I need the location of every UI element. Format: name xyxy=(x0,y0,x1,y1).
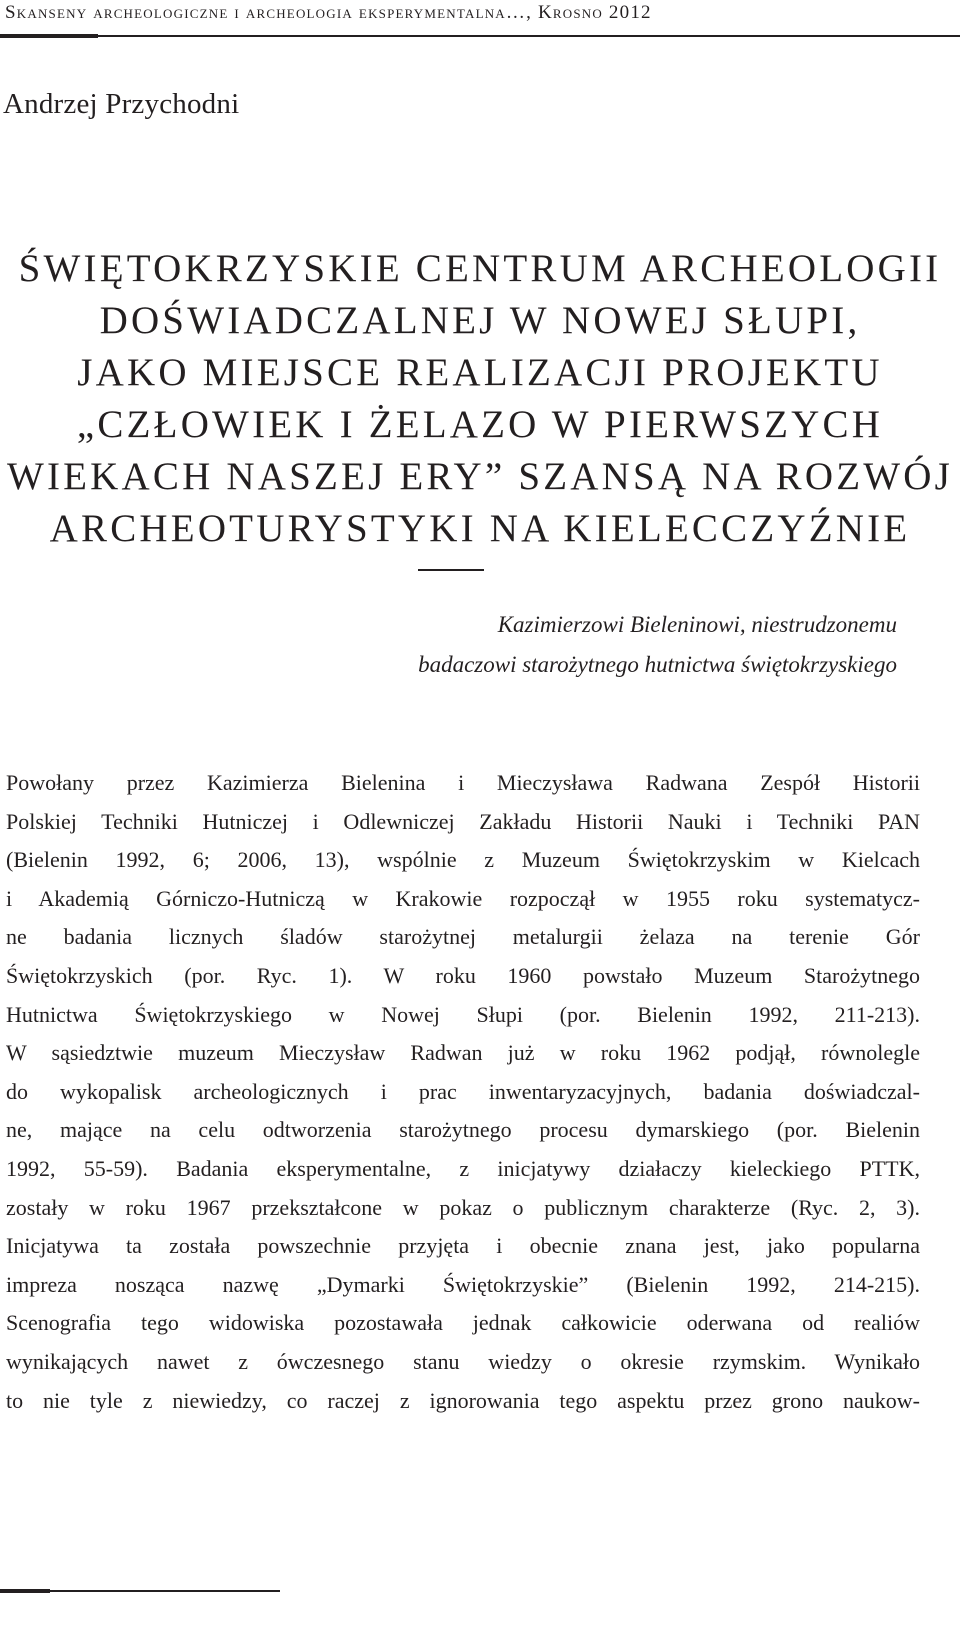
body-line: do wykopalisk archeologicznych i prac inwentaryzacyjnych, badania doświadczal- xyxy=(6,1078,920,1104)
body-line: Inicjatywa ta została powszechnie przyjęta i obecnie znana jest, jako popularna xyxy=(6,1233,920,1259)
title-divider xyxy=(418,569,484,571)
body-line: zostały w roku 1967 przekształcone w pokaz o publicznym charakterze (Ryc. 2, 3). xyxy=(6,1194,920,1220)
body-line: impreza nosząca nazwę „Dymarki Świętokrzyskie” (Bielenin 1992, 214-215). xyxy=(6,1271,920,1297)
body-line: wynikających nawet z ówczesnego stanu wiedzy o okresie rzymskim. Wynikało xyxy=(6,1348,920,1374)
title-line: „CZŁOWIEK I ŻELAZO W PIERWSZYCH xyxy=(76,403,884,446)
body-line: Świętokrzyskich (por. Ryc. 1). W roku 1960 powstało Muzeum Starożytnego xyxy=(6,962,920,988)
body-line: i Akademią Górniczo-Hutniczą w Krakowie rozpoczął w 1955 roku systematycz- xyxy=(6,885,920,911)
body-line: Scenografia tego widowiska pozostawała jednak całkowicie oderwana od realiów xyxy=(6,1310,920,1336)
title-line: WIEKACH NASZEJ ERY” SZANSĄ NA ROZWÓJ xyxy=(6,455,954,498)
body-line: ne badania licznych śladów starożytnej metalurgii żelaza na terenie Gór xyxy=(6,924,920,950)
body-line: Powołany przez Kazimierza Bielenina i Mieczysława Radwana Zespół Historii xyxy=(6,770,920,795)
dedication-line: Kazimierzowi Bieleninowi, niestrudzonemu xyxy=(497,612,897,637)
dedication-line: badaczowi starożytnego hutnictwa świętokrzyskiego xyxy=(418,652,897,677)
title-line: ARCHEOTURYSTYKI NA KIELECCZYŹNIE xyxy=(49,507,911,550)
dedication xyxy=(418,605,897,685)
header-rule-thick xyxy=(0,34,98,38)
header-rule-thin xyxy=(98,35,960,37)
body-line: 1992, 55-59). Badania eksperymentalne, z inicjatywy działaczy kieleckiego PTTK, xyxy=(6,1155,920,1181)
title-line: JAKO MIEJSCE REALIZACJI PROJEKTU xyxy=(77,351,883,394)
body-line: to nie tyle z niewiedzy, co raczej z ignorowania tego aspektu przez grono naukow- xyxy=(6,1387,920,1413)
body-line: (Bielenin 1992, 6; 2006, 13), wspólnie z Muzeum Świętokrzyskim w Kielcach xyxy=(6,847,920,873)
author-name: Andrzej Przychodni xyxy=(3,88,240,120)
body-line: Polskiej Techniki Hutniczej i Odlewniczej Zakładu Historii Nauki i Techniki PAN xyxy=(6,808,920,834)
title-line: DOŚWIADCZALNEJ W NOWEJ SŁUPI, xyxy=(99,299,861,342)
title-line: ŚWIĘTOKRZYSKIE CENTRUM ARCHEOLOGII xyxy=(18,247,942,290)
body-line: ne, mające na celu odtworzenia starożytnego procesu dymarskiego (por. Bielenin xyxy=(6,1117,920,1143)
running-header: Skanseny archeologiczne i archeologia eksperymentalna…, Krosno 2012 xyxy=(5,2,652,23)
body-line: W sąsiedztwie muzeum Mieczysław Radwan już w roku 1962 podjął, równolegle xyxy=(6,1040,920,1066)
body-line: Hutnictwa Świętokrzyskiego w Nowej Słupi (por. Bielenin 1992, 211-213). xyxy=(6,1001,920,1027)
article-title xyxy=(0,243,960,555)
footnote-rule-thick xyxy=(0,1589,50,1593)
footnote-rule-thin xyxy=(50,1590,280,1592)
body-paragraph xyxy=(6,764,920,1420)
